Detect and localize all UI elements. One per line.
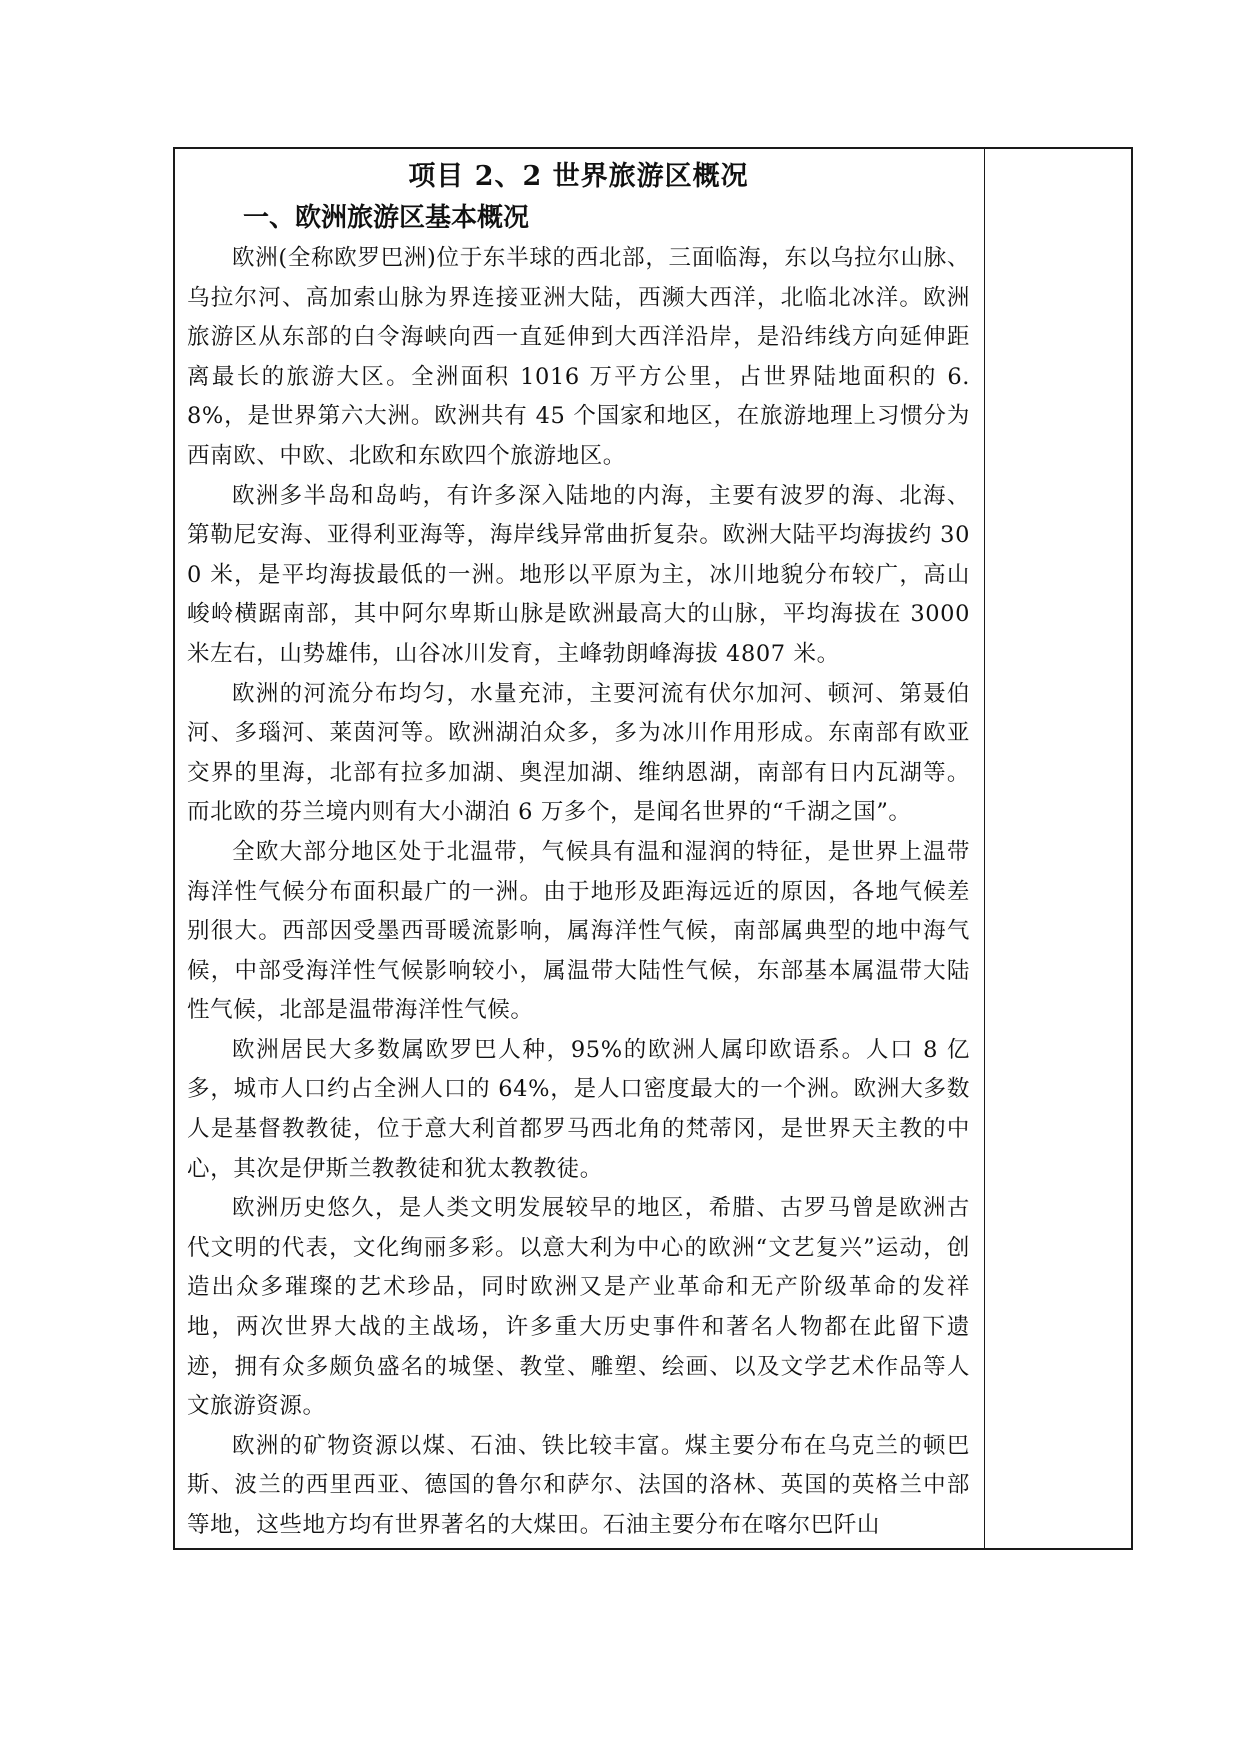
paragraph-rivers-lakes: 欧洲的河流分布均匀，水量充沛，主要河流有伏尔加河、顿河、第聂伯河、多瑙河、莱茵河等。欧洲湖泊众多，多为冰川作用形成。东南部有欧亚交界的里海，北部有拉多加湖、奥涅加湖、维纳恩湖，南部有日内瓦湖等。而北欧的芬兰境内则有大小湖泊 6 万多个，是闻名世界的“千湖之国”。: [187, 680, 970, 826]
main-content-cell: [175, 149, 985, 1548]
paragraph-minerals: 欧洲的矿物资源以煤、石油、铁比较丰富。煤主要分布在乌克兰的顿巴斯、波兰的西里西亚、德国的鲁尔和萨尔、法国的洛林、英国的英格兰中部等地，这些地方均有世界著名的大煤田。石油主要分布在喀尔巴阡山: [187, 1432, 970, 1538]
paragraph-location: 欧洲(全称欧罗巴洲)位于东半球的西北部，三面临海，东以乌拉尔山脉、乌拉尔河、高加索山脉为界连接亚洲大陆，西濒大西洋，北临北冰洋。欧洲旅游区从东部的白令海峡向西一直延伸到大西洋沿岸，是沿纬线方向延伸距离最长的旅游大区。全洲面积 1016 万平方公里，占世界陆地面积的 6.8%，是世界第六大洲。欧洲共有 45 个国家和地区，在旅游地理上习惯分为西南欧、中欧、北欧和东欧四个旅游地区。: [187, 245, 970, 469]
page-title: 项目 2、2 世界旅游区概况: [408, 161, 749, 192]
paragraph-history: 欧洲历史悠久，是人类文明发展较早的地区，希腊、古罗马曾是欧洲古代文明的代表，文化绚丽多彩。以意大利为中心的欧洲“文艺复兴”运动，创造出众多璀璨的艺术珍品，同时欧洲又是产业革命和无产阶级革命的发祥地，两次世界大战的主战场，许多重大历史事件和著名人物都在此留下遗迹，拥有众多颇负盛名的城堡、教堂、雕塑、绘画、以及文学艺术作品等人文旅游资源。: [187, 1195, 970, 1420]
paragraph-climate: 全欧大部分地区处于北温带，气候具有温和湿润的特征，是世界上温带海洋性气候分布面积最广的一洲。由于地形及距海远近的原因，各地气候差别很大。西部因受墨西哥暖流影响，属海洋性气候，南部属典型的地中海气候，中部受海洋性气候影响较小，属温带大陆性气候，东部基本属温带大陆性气候，北部是温带海洋性气候。: [187, 838, 970, 1024]
paragraph-terrain: 欧洲多半岛和岛屿，有许多深入陆地的内海，主要有波罗的海、北海、第勒尼安海、亚得利亚海等，海岸线异常曲折复杂。欧洲大陆平均海拔约 300 米，是平均海拔最低的一洲。地形以平原为主，冰川地貌分布较广，高山峻岭横踞南部，其中阿尔卑斯山脉是欧洲最高大的山脉，平均海拔在 3000 米左右，山势雄伟，山谷冰川发育，主峰勃朗峰海拔 4807 米。: [187, 482, 970, 667]
paragraph-population: 欧洲居民大多数属欧罗巴人种，95%的欧洲人属印欧语系。人口 8 亿多，城市人口约占全洲人口的 64%，是人口密度最大的一个洲。欧洲大多数人是基督教教徒，位于意大利首都罗马西北角的梵蒂冈，是世界天主教的中心，其次是伊斯兰教教徒和犹太教教徒。: [187, 1036, 970, 1182]
content-table: [173, 147, 1133, 1550]
notes-column-cell: [985, 149, 1131, 1548]
section-heading: 一、欧洲旅游区基本概况: [243, 203, 530, 233]
